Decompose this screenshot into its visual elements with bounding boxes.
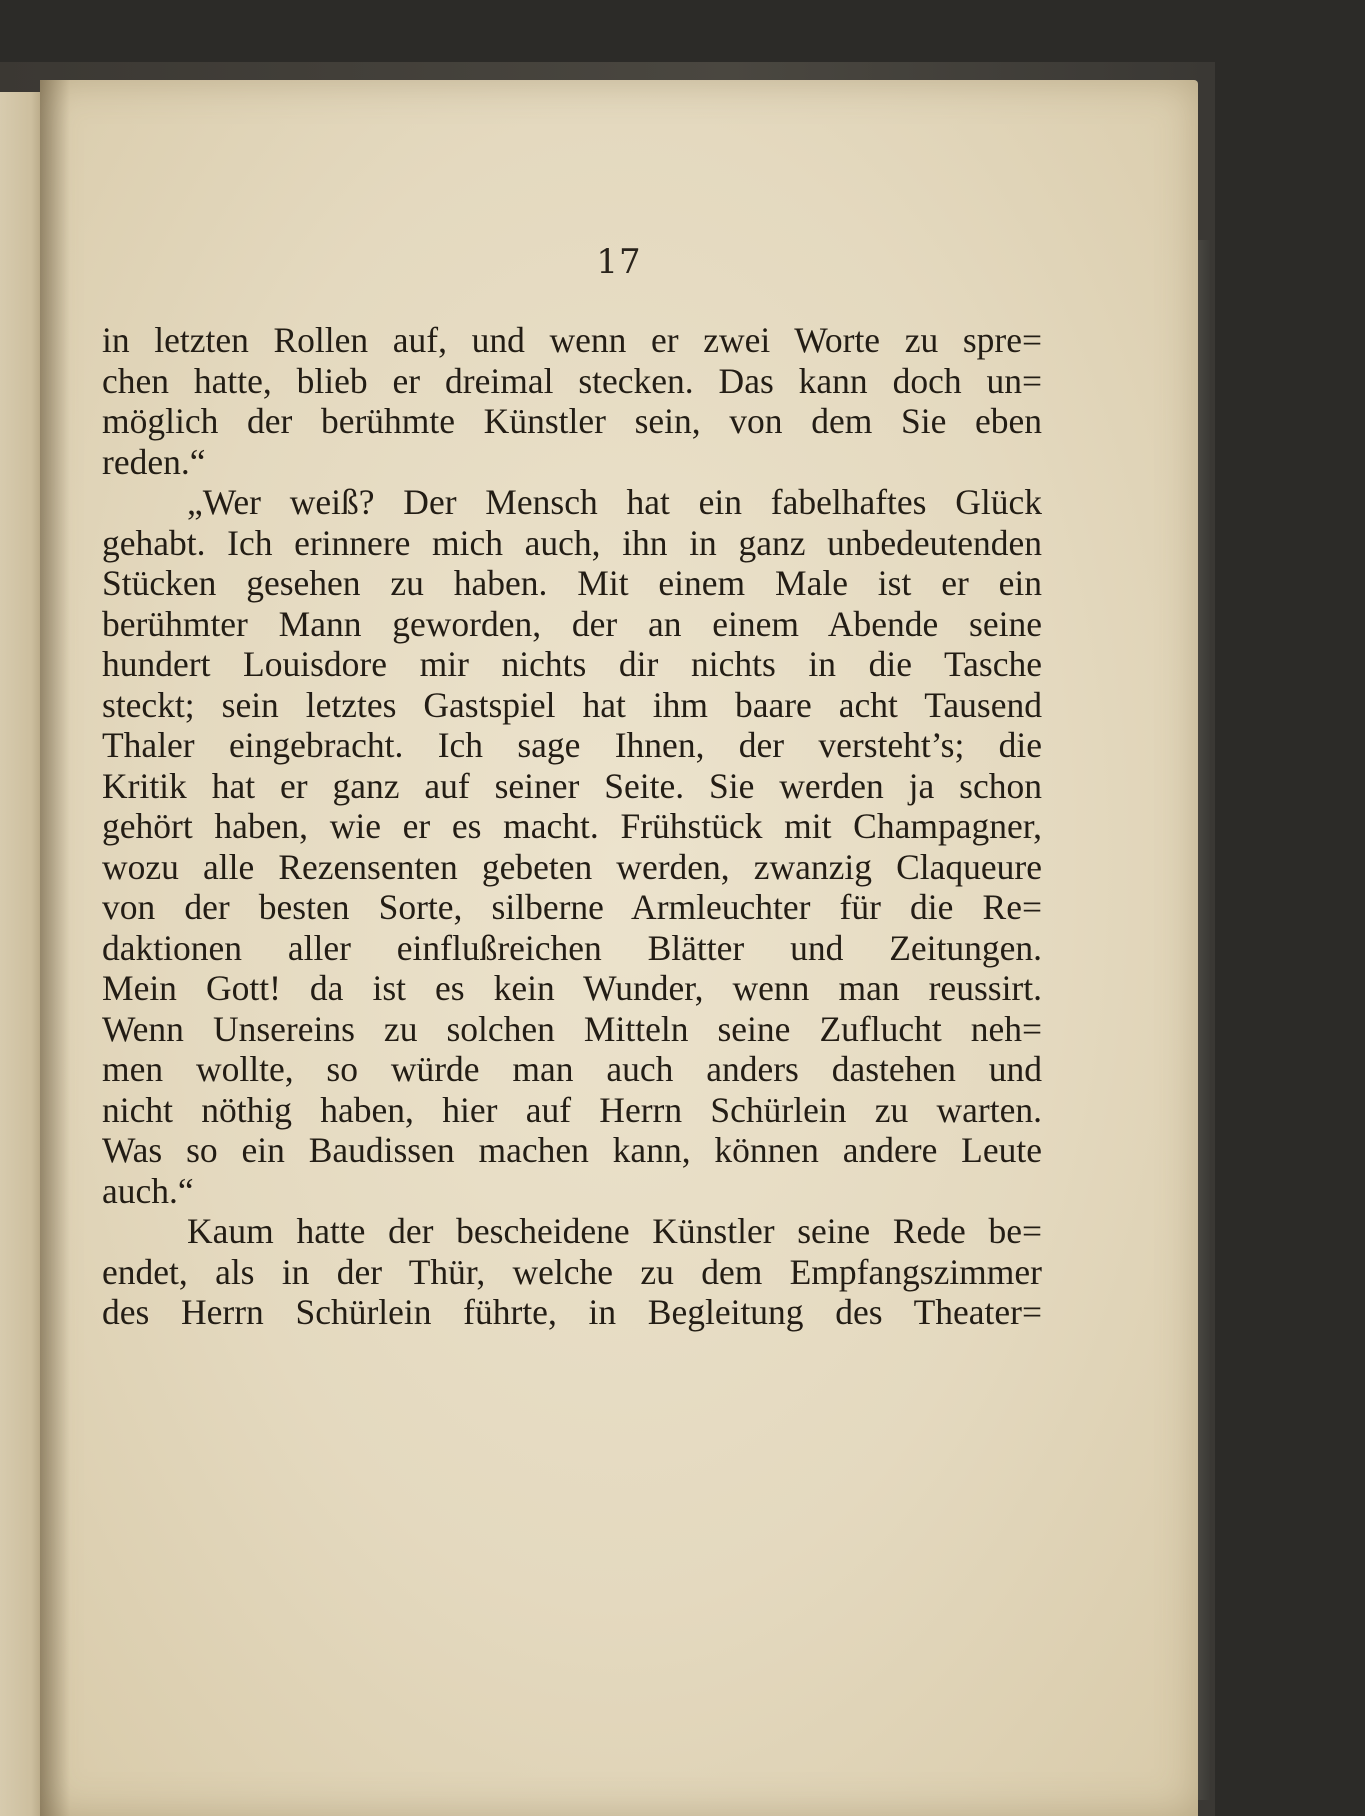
text-line: von der besten Sorte, silberne Armleuchter für die Re=	[102, 887, 1042, 927]
text-line: auch.“	[102, 1170, 194, 1211]
paragraph-1	[102, 320, 1042, 482]
text-line: wozu alle Rezensenten gebeten werden, zwanzig Claqueure	[102, 846, 1042, 887]
text-line: endet, als in der Thür, welche zu dem Empfangszimmer	[102, 1251, 1042, 1292]
text-line: gehört haben, wie er es macht. Frühstück mit Champagner,	[102, 806, 1042, 846]
text-line: des Herrn Schürlein führte, in Begleitung des Theater=	[102, 1292, 1042, 1332]
text-line: Kaum hatte der bescheidene Künstler seine Rede be=	[187, 1211, 1042, 1251]
text-line: reden.“	[102, 441, 206, 482]
text-line: chen hatte, blieb er dreimal stecken. Das kann doch un=	[102, 360, 1042, 401]
paragraph-2	[102, 482, 1042, 1211]
text-line: Stücken gesehen zu haben. Mit einem Male ist er ein	[102, 563, 1042, 603]
page-gutter-shadow	[40, 80, 70, 1816]
text-line: Thaler eingebracht. Ich sage Ihnen, der versteht’s; die	[102, 725, 1042, 765]
text-line: in letzten Rollen auf, und wenn er zwei Worte zu spre=	[102, 320, 1042, 360]
text-line: Mein Gott! da ist es kein Wunder, wenn man reussirt.	[102, 968, 1042, 1008]
text-line: „Wer weiß? Der Mensch hat ein fabelhaftes Glück	[187, 482, 1042, 522]
page-text	[102, 320, 1042, 1333]
book-page	[40, 80, 1198, 1816]
text-line: Kritik hat er ganz auf seiner Seite. Sie werden ja schon	[102, 765, 1042, 806]
text-line: Wenn Unsereins zu solchen Mitteln seine Zuflucht neh=	[102, 1008, 1042, 1049]
text-line: möglich der berühmte Künstler sein, von dem Sie eben	[102, 401, 1042, 441]
page-number: 17	[596, 242, 642, 282]
text-line: steckt; sein letztes Gastspiel hat ihm baare acht Tausend	[102, 684, 1042, 725]
text-line: Was so ein Baudissen machen kann, können andere Leute	[102, 1130, 1042, 1170]
text-line: gehabt. Ich erinnere mich auch, ihn in ganz unbedeutenden	[102, 522, 1042, 563]
text-line: berühmter Mann geworden, der an einem Abende seine	[102, 603, 1042, 644]
paragraph-3	[102, 1211, 1042, 1333]
facing-page-edge	[0, 92, 44, 1816]
text-line: daktionen aller einflußreichen Blätter und Zeitungen.	[102, 927, 1042, 968]
text-line: nicht nöthig haben, hier auf Herrn Schürlein zu warten.	[102, 1089, 1042, 1130]
text-line: men wollte, so würde man auch anders dastehen und	[102, 1049, 1042, 1089]
text-line: hundert Louisdore mir nichts dir nichts in die Tasche	[102, 644, 1042, 684]
